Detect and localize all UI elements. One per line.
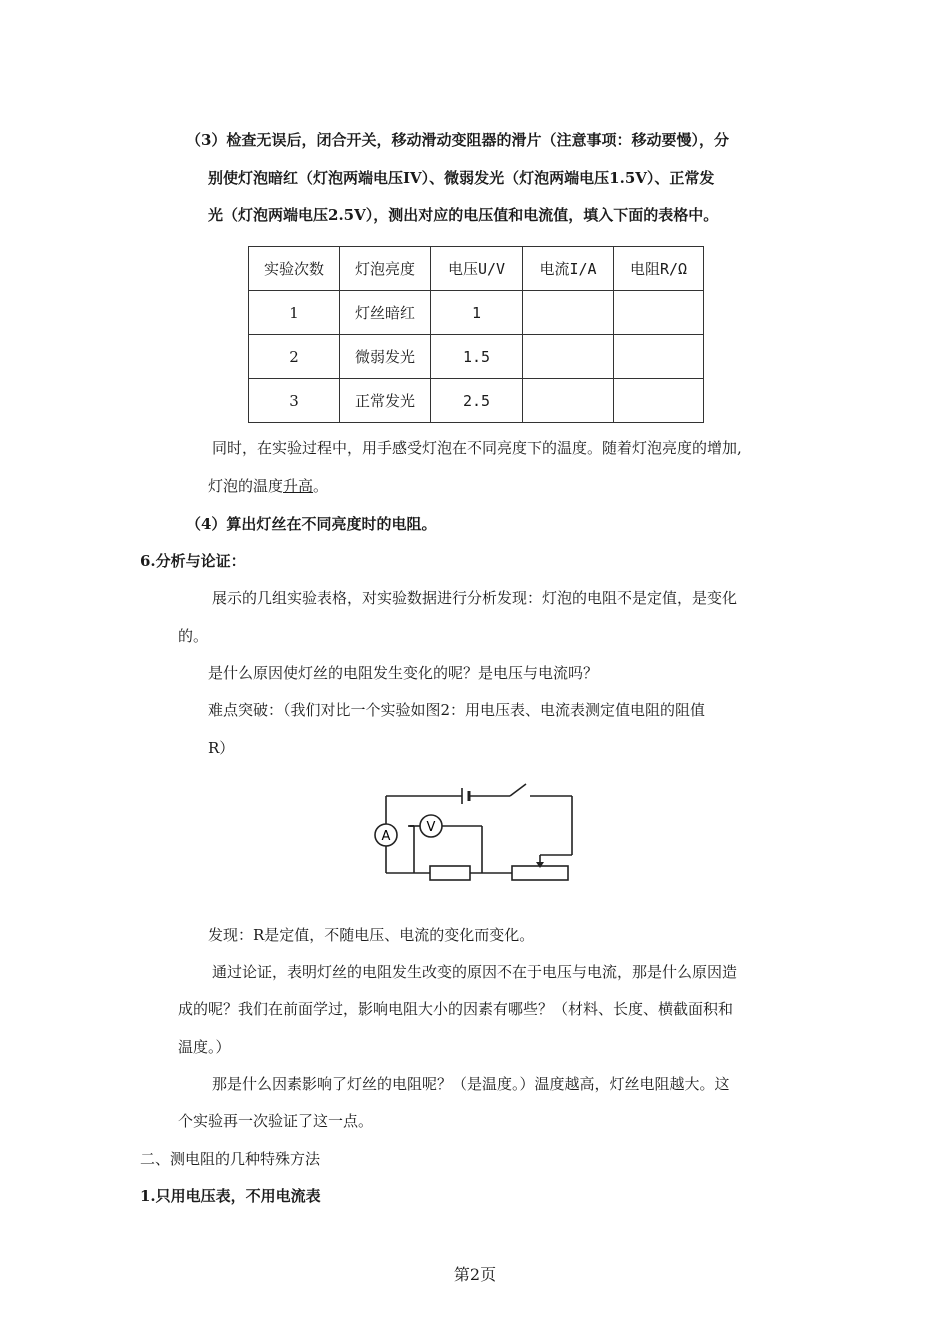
table-cell: 灯丝暗红 [340, 291, 431, 335]
observation-text: 灯泡的温度 [208, 477, 284, 495]
section6-p2: 是什么原因使灯丝的电阻发生变化的呢？是电压与电流吗？ [208, 664, 599, 682]
section6-p5-line2: 个实验再一次验证了这一点。 [178, 1112, 374, 1130]
part2-item1: 1.只用电压表，不用电流表 [140, 1187, 321, 1205]
section6-p4-line2: 成的呢？我们在前面学过，影响电阻大小的因素有哪些？（材料、长度、横截面积和 [178, 1000, 734, 1018]
table-cell [614, 335, 704, 379]
table-header-cell: 电流I/A [523, 247, 614, 291]
step3-line3: 光（灯泡两端电压2.5V），测出对应的电压值和电流值，填入下面的表格中。 [208, 206, 719, 224]
step4-text: （4）算出灯丝在不同亮度时的电阻。 [186, 515, 437, 533]
section6-p4-line3: 温度。） [178, 1038, 231, 1056]
table-cell [614, 379, 704, 423]
section6-p5-line1: 那是什么因素影响了灯丝的电阻呢？（是温度。）温度越高，灯丝电阻越大。这 [212, 1075, 730, 1093]
table-header-cell: 电阻R/Ω [614, 247, 704, 291]
table-cell: 2 [249, 335, 340, 379]
table-cell: 微弱发光 [340, 335, 431, 379]
table-cell: 1 [249, 291, 340, 335]
table-header-cell: 电压U/V [431, 247, 523, 291]
table-row [249, 379, 704, 423]
section6-finding: 发现：R是定值，不随电压、电流的变化而变化。 [208, 926, 535, 944]
section6-heading: 6.分析与论证： [140, 552, 246, 570]
fixed-resistor [430, 866, 470, 880]
data-table [248, 246, 704, 423]
table-cell: 1 [431, 291, 523, 335]
table-header-cell: 灯泡亮度 [340, 247, 431, 291]
ammeter-label: A [381, 829, 391, 844]
observation-punct: 。 [313, 477, 329, 495]
section6-p3-line1: 难点突破：（我们对比一个实验如图2：用电压表、电流表测定值电阻的阻值 [208, 701, 706, 719]
step3-line2: 别使灯泡暗红（灯泡两端电压IV）、微弱发光（灯泡两端电压1.5V）、正常发 [208, 169, 715, 187]
table-cell: 2.5 [431, 379, 523, 423]
table-cell: 1.5 [431, 335, 523, 379]
section6-p1-line2: 的。 [178, 627, 209, 645]
section6-p4-line1: 通过论证，表明灯丝的电阻发生改变的原因不在于电压与电流，那是什么原因造 [212, 963, 738, 981]
table-cell [523, 379, 614, 423]
voltmeter-label: V [426, 820, 436, 835]
rheostat-body [512, 866, 568, 880]
page-number: 第2页 [453, 1265, 497, 1284]
slider-arrow [536, 862, 544, 868]
table-cell: 正常发光 [340, 379, 431, 423]
section6-p3-line2: R） [208, 739, 235, 757]
section6-p1-line1: 展示的几组实验表格，对实验数据进行分析发现：灯泡的电阻不是定值，是变化 [212, 589, 738, 607]
observation-line2 [208, 476, 328, 496]
table-cell [523, 335, 614, 379]
table-cell [523, 291, 614, 335]
observation-line1: 同时，在实验过程中，用手感受灯泡在不同亮度下的温度。随着灯泡亮度的增加, [212, 439, 742, 457]
table-header-cell: 实验次数 [249, 247, 340, 291]
step3-line1: （3）检查无误后，闭合开关，移动滑动变阻器的滑片（注意事项：移动要慢），分 [186, 131, 729, 149]
table-cell: 3 [249, 379, 340, 423]
table-row [249, 291, 704, 335]
table-cell [614, 291, 704, 335]
switch-blade [510, 784, 526, 796]
observation-answer: 升高 [283, 477, 314, 495]
circuit-diagram [370, 780, 590, 890]
table-header-row [249, 247, 704, 291]
part2-heading: 二、测电阻的几种特殊方法 [140, 1150, 321, 1168]
table-row [249, 335, 704, 379]
